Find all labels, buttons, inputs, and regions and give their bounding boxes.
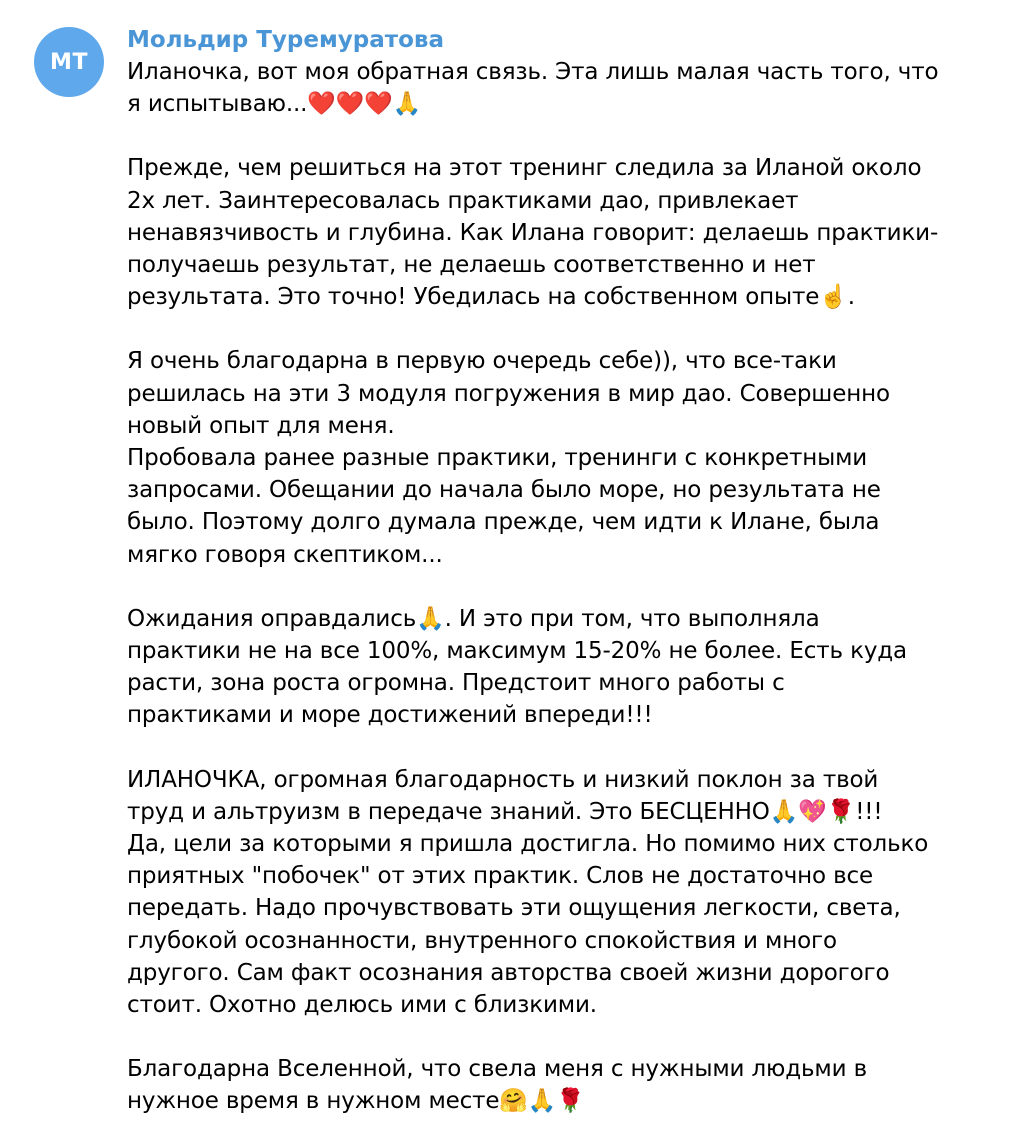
message-paragraph-1: Иланочка, вот моя обратная связь. Эта лишь малая часть того, что я испытываю...❤️❤️❤️🙏 bbox=[127, 59, 939, 118]
message-paragraph-2: Прежде, чем решиться на этот тренинг следила за Иланой около 2х лет. Заинтересовалась практиками дао, привлекает ненавязчивость и глубина. Как Илана говорит: делаешь практики- получаешь результат, не делаешь соответственно и нет результата. Это точно! Убедилась на собственном опыте☝️. bbox=[127, 155, 939, 311]
message-paragraph-5: ИЛАНОЧКА, огромная благодарность и низкий поклон за твой труд и альтруизм в передаче знаний. Это БЕСЦЕННО🙏💖🌹!!! Да, цели за которыми я пришла достигла. Но помимо них столько приятных "побочек" от этих практик. Слов не достаточно все передать. Надо прочувствовать эти ощущения легкости, света, глубокой осознанности, внутренного спокойствия и много другого. Сам факт осознания авторства своей жизни дорогого стоит. Охотно делюсь ими с близкими. bbox=[127, 766, 929, 1019]
avatar[interactable]: МТ bbox=[34, 27, 104, 97]
paragraph-spacer bbox=[127, 571, 1007, 603]
message-paragraph-4: Ожидания оправдались🙏. И это при том, что выполняла практики не на все 100%, максимум 15-20% не более. Есть куда расти, зона роста огромна. Предстоит много работы с практиками и море достижений впереди!!! bbox=[127, 605, 907, 729]
paragraph-spacer bbox=[127, 120, 1007, 152]
paragraph-spacer bbox=[127, 313, 1007, 345]
message-content bbox=[127, 24, 1007, 1118]
paragraph-spacer bbox=[127, 732, 1007, 764]
paragraph-spacer bbox=[127, 1021, 1007, 1053]
sender-name[interactable]: Мольдир Туремуратова bbox=[127, 27, 444, 53]
message-paragraph-6: Благодарна Вселенной, что свела меня с нужными людьми в нужное время в нужном месте🤗🙏🌹 bbox=[127, 1056, 867, 1115]
message-paragraph-3: Я очень благодарна в первую очередь себе)), что все-таки решилась на эти 3 модуля погружения в мир дао. Совершенно новый опыт для меня. Пробовала ранее разные практики, тренинги с конкретными запросами. Обещании до начала было море, но результата не было. Поэтому долго думала прежде, чем идти к Илане, была мягко говоря скептиком... bbox=[127, 348, 890, 568]
